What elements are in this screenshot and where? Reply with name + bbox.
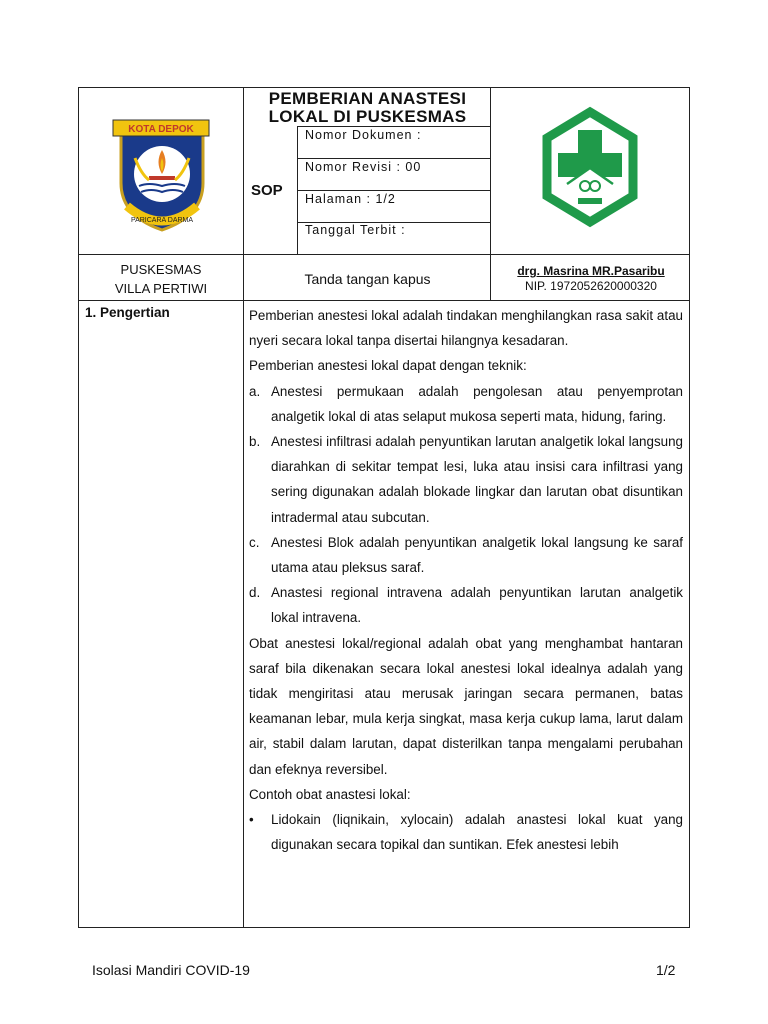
paragraph-definition: Pemberian anestesi lokal adalah tindakan menghilangkan rasa sakit atau nyeri secara lokal tanpa disertai hilangnya kesadaran. <box>249 308 683 349</box>
divider <box>79 254 689 255</box>
paragraph-examples-intro: Contoh obat anastesi lokal: <box>249 786 411 802</box>
footer-title: Isolasi Mandiri COVID-19 <box>92 962 250 978</box>
list-item <box>249 379 683 429</box>
list-item <box>249 580 683 630</box>
list-item <box>249 429 683 530</box>
list-item <box>249 530 683 580</box>
paragraph-technique-intro: Pemberian anestesi lokal dapat dengan teknik: <box>249 358 527 374</box>
kota-depok-emblem <box>79 88 243 254</box>
puskesmas-line-1: PUSKESMAS <box>120 262 202 277</box>
document-title <box>244 90 491 126</box>
list-marker: b. <box>249 434 261 450</box>
bullet-marker: • <box>249 812 254 828</box>
svg-text:PARICARA DARMA: PARICARA DARMA <box>130 217 194 224</box>
signature-label: Tanda tangan kapus <box>304 271 431 287</box>
signer-nip: NIP. 1972052620000320 <box>525 279 657 293</box>
sop-header-table <box>78 87 690 301</box>
list-marker: a. <box>249 383 261 399</box>
svg-text:KOTA DEPOK: KOTA DEPOK <box>128 124 194 135</box>
list-item-text: Anestesi permukaan adalah pengolesan atau penyemprotan analgetik lokal di atas selaput mukosa seperti mata, hidung, faring. <box>271 383 683 424</box>
title-line-1: PEMBERIAN ANASTESI <box>268 89 467 108</box>
paragraph-drug-definition: Obat anestesi lokal/regional adalah obat yang menghambat hantaran saraf bila dikenakan secara lokal anestesi lokal idealnya adalah yang tidak mengiritasi atau merusak jaringan secara permanen, batas keamanan lebar, mula kerja singkat, masa kerja cukup lama, larut dalam air, stabil dalam larutan, dapat disterilkan tanpa mengalami perubahan dan efeknya reversibel. <box>249 635 683 777</box>
sop-body-table <box>78 301 690 928</box>
nomor-revisi: Nomor Revisi : 00 <box>305 160 422 174</box>
puskesmas-line-2: VILLA PERTIWI <box>114 281 208 296</box>
list-marker: d. <box>249 585 261 601</box>
nomor-dokumen: Nomor Dokumen : <box>305 128 422 142</box>
list-item-text: Anestesi infiltrasi adalah penyuntikan larutan analgetik lokal langsung diarahkan di sekitar tempat lesi, luka atau insisi cara infiltrasi yang sering digunakan adalah blokade lingkar dan larutan obat disuntikan intradermal atau subcutan. <box>271 434 683 525</box>
list-item-text: Anastesi regional intravena adalah penyuntikan larutan analgetik lokal intravena. <box>271 585 683 626</box>
sop-label: SOP <box>251 182 283 199</box>
section-content <box>249 303 683 857</box>
list-marker: c. <box>249 534 260 550</box>
bullet-item <box>249 807 683 857</box>
footer-page-number: 1/2 <box>656 962 676 978</box>
title-line-2: LOKAL DI PUSKESMAS <box>268 107 467 126</box>
tanggal-terbit: Tanggal Terbit : <box>305 223 406 237</box>
divider <box>297 126 490 127</box>
bullet-item-text: Lidokain (liqnikain, xylocain) adalah anastesi lokal kuat yang digunakan secara topikal dan suntikan. Efek anestesi lebih <box>271 812 683 853</box>
signer-name: drg. Masrina MR.Pasaribu <box>517 264 665 278</box>
halaman: Halaman : 1/2 <box>305 192 396 206</box>
divider <box>297 158 490 159</box>
divider <box>243 301 244 928</box>
divider <box>297 190 490 191</box>
puskesmas-logo <box>491 88 689 254</box>
list-item-text: Anestesi Blok adalah penyuntikan analgetik lokal langsung ke saraf utama atau pleksus saraf. <box>271 534 683 576</box>
puskesmas-name <box>79 260 243 298</box>
section-label: 1. Pengertian <box>85 305 170 320</box>
